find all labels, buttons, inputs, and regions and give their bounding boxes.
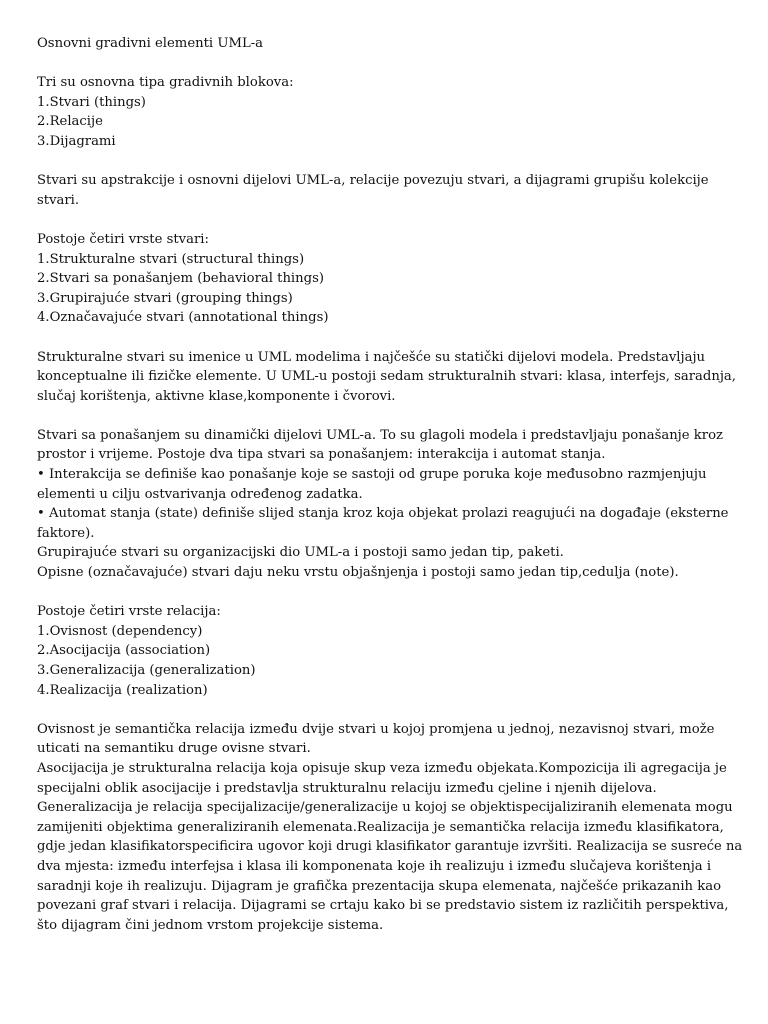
text-line: Stvari su apstrakcije i osnovni dijelovi UML-a, relacije povezuju stvari, a dijagrami grupišu kolekcije bbox=[37, 173, 709, 189]
text-line: Osnovni gradivni elementi UML-a bbox=[37, 36, 264, 51]
text-line: Grupirajuće stvari su organizacijski dio UML-a i postoji samo jedan tip, paketi. bbox=[37, 545, 564, 561]
text-line: stvari. bbox=[37, 192, 80, 208]
text-line: 2.Stvari sa ponašanjem (behavioral things) bbox=[37, 271, 325, 287]
text-line: što dijagram čini jednom vrstom projekcije sistema. bbox=[37, 917, 384, 933]
text-line: • Automat stanja (state) definiše slijed stanja kroz koja objekat prolazi reagujući na događaje (eksterne bbox=[37, 506, 729, 522]
paragraph bbox=[37, 720, 742, 936]
paragraph bbox=[37, 171, 742, 210]
text-line: 1.Ovisnost (dependency) bbox=[37, 623, 203, 639]
text-line: Postoje četiri vrste stvari: bbox=[37, 231, 209, 247]
paragraph-gap bbox=[37, 328, 742, 348]
text-line: dva mjesta: između interfejsa i klasa ili komponenata koje ih realizuju i između slučajeva korištenja i bbox=[37, 858, 712, 874]
text-line: konceptualne ili fizičke elemente. U UML-u postoji sedam strukturalnih stvari: klasa, interfejs, saradnja, bbox=[37, 369, 736, 385]
paragraph bbox=[37, 426, 742, 583]
text-line: saradnji koje ih realizuju. Dijagram je grafička prezentacija skupa elemenata, najčešće prikazanih kao bbox=[37, 878, 722, 894]
text-line: Strukturalne stvari su imenice u UML modelima i najčešće su statički dijelovi modela. Predstavljaju bbox=[37, 349, 706, 365]
paragraph bbox=[37, 348, 742, 407]
text-line: uticati na semantiku druge ovisne stvari. bbox=[37, 741, 311, 757]
text-line: 3.Grupirajuće stvari (grouping things) bbox=[37, 290, 293, 306]
text-line: Opisne (označavajuće) stvari daju neku vrstu objašnjenja i postoji samo jedan tip,cedulja (note). bbox=[37, 565, 679, 581]
text-line: Ovisnost je semantička relacija između dvije stvari u kojoj promjena u jednoj, nezavisnoj stvari, može bbox=[37, 721, 715, 737]
paragraph bbox=[37, 230, 742, 328]
text-line: specijalni oblik asocijacije i predstavlja strukturalnu relaciju između cjeline i njenih dijelova. bbox=[37, 780, 657, 796]
text-line: 3.Dijagrami bbox=[37, 133, 116, 149]
text-line: Asocijacija je strukturalna relacija koja opisuje skup veza između objekata.Kompozicija ili agregacija je bbox=[37, 760, 727, 776]
text-line: prostor i vrijeme. Postoje dva tipa stvari sa ponašanjem: interakcija i automat stanja. bbox=[37, 447, 606, 463]
paragraph-gap bbox=[37, 700, 742, 720]
text-line: Tri su osnovna tipa gradivnih blokova: bbox=[37, 75, 294, 91]
text-line: Postoje četiri vrste relacija: bbox=[37, 604, 221, 620]
document-title bbox=[37, 34, 742, 54]
text-line: gdje jedan klasifikatorspecificira ugovor koji drugi klasifikator garantuje izvršiti. Realizacija se susreće na bbox=[37, 839, 743, 855]
text-line: 1.Stvari (things) bbox=[37, 94, 146, 110]
text-line: • Interakcija se definiše kao ponašanje koje se sastoji od grupe poruka koje međusobno razmjenjuju bbox=[37, 467, 707, 483]
paragraph-gap bbox=[37, 152, 742, 172]
document-body bbox=[37, 34, 742, 935]
text-line: 3.Generalizacija (generalization) bbox=[37, 663, 256, 678]
text-line: 4.Označavajuće stvari (annotational things) bbox=[37, 310, 329, 326]
text-line: Generalizacija je relacija specijalizacije/generalizacije u kojoj se objektispecijaliziranih elemenata mogu bbox=[37, 800, 733, 816]
text-line: slučaj korištenja, aktivne klase,komponente i čvorovi. bbox=[37, 388, 396, 404]
text-line: 2.Relacije bbox=[37, 114, 103, 130]
paragraph bbox=[37, 602, 742, 700]
text-line: zamijeniti objektima generaliziranih elemenata.Realizacija je semantička relacija između klasifikatora, bbox=[37, 819, 724, 835]
text-line: elementi u cilju ostvarivanja određenog zadatka. bbox=[37, 486, 363, 502]
paragraph-gap bbox=[37, 583, 742, 603]
text-line: 1.Strukturalne stvari (structural things) bbox=[37, 251, 305, 267]
paragraph-gap bbox=[37, 54, 742, 74]
paragraph-gap bbox=[37, 406, 742, 426]
text-line: 4.Realizacija (realization) bbox=[37, 682, 208, 698]
paragraph bbox=[37, 73, 742, 151]
text-line: 2.Asocijacija (association) bbox=[37, 643, 211, 659]
text-line: Stvari sa ponašanjem su dinamički dijelovi UML-a. To su glagoli modela i predstavljaju ponašanje kroz bbox=[37, 427, 723, 443]
text-line: povezani graf stvari i relacija. Dijagrami se crtaju kako bi se predstavio sistem iz različitih perspektiva, bbox=[37, 898, 729, 914]
text-line: faktore). bbox=[37, 525, 95, 541]
paragraph-gap bbox=[37, 210, 742, 230]
